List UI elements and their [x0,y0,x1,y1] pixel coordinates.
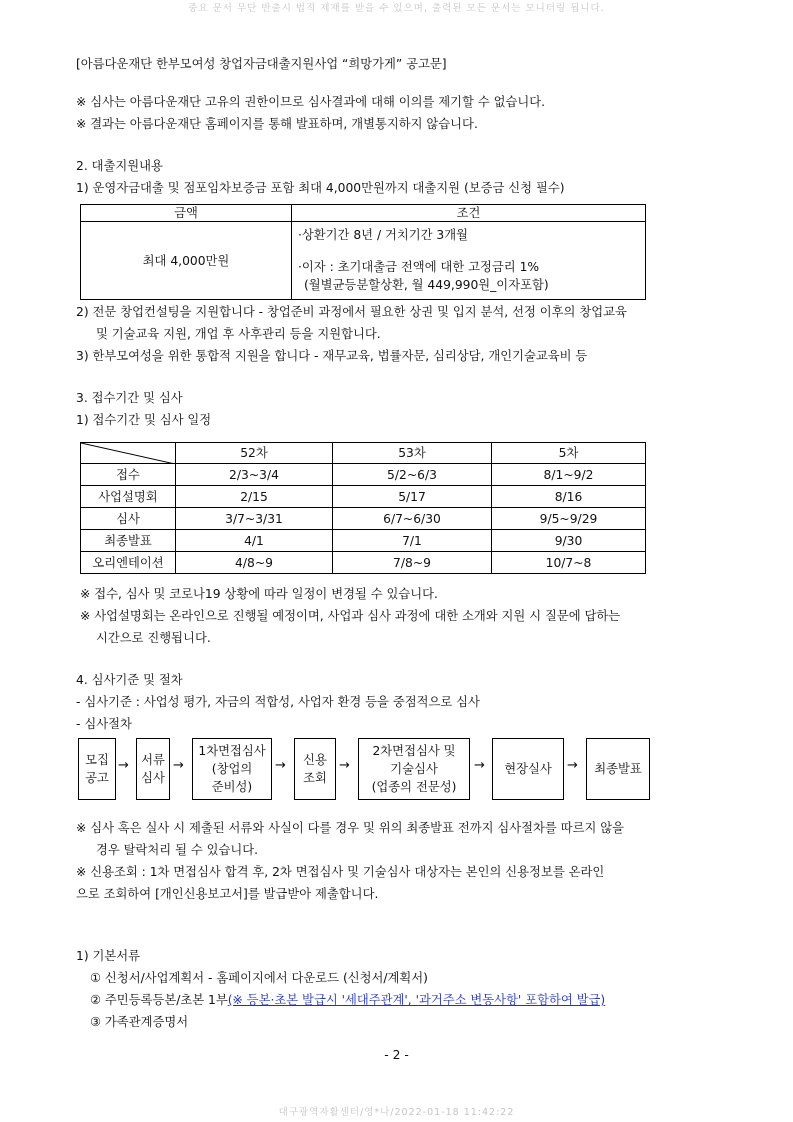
arrow-icon: → [474,758,485,773]
arrow-icon: → [173,758,184,773]
cell: 9/5~9/29 [492,508,646,530]
cell: 7/8~9 [333,552,492,574]
section3-note1: ※ 접수, 심사 및 코로나19 상황에 따라 일정이 변경될 수 있습니다. [80,587,438,601]
cond-line-3: (월별균등분할상환, 월 449,990원_이자포함) [304,278,549,292]
section4-criteria: - 심사기준 : 사업성 평가, 자금의 적합성, 사업자 환경 등을 중점적으로 심사 [76,695,480,709]
cell: 10/7~8 [492,552,646,574]
cell: 7/1 [333,530,492,552]
cell: 4/1 [176,530,333,552]
amount-cell: 최대 4,000만원 [81,222,292,300]
loan-table [80,204,646,300]
schedule-corner [81,443,176,464]
schedule-table [80,442,646,574]
col-header: 53차 [333,443,492,464]
arrow-icon: → [567,758,578,773]
section3-item1: 1) 접수기간 및 심사 일정 [76,413,212,427]
cell: 9/30 [492,530,646,552]
arrow-icon: → [275,758,286,773]
docs-item2-link[interactable]: (※ 등본·초본 발급시 '세대주관계', '과거주소 변동사항' 포함하여 발급) [227,993,606,1007]
section2-item2-line1: 2) 전문 창업컨설팅을 지원합니다 - 창업준비 과정에서 필요한 상권 및 입지 분석, 선정 이후의 창업교육 [76,305,627,319]
docs-item3: ③ 가족관계증명서 [90,1015,189,1029]
note-top-1: ※ 심사는 아름다운재단 고유의 권한이므로 심사결과에 대해 이의를 제기할 수 없습니다. [76,95,546,109]
arrow-icon: → [118,758,129,773]
section3-note2-line1: ※ 사업설명회는 온라인으로 진행될 예정이며, 사업과 심사 과정에 대한 소개와 지원 시 질문에 답하는 [80,609,621,623]
table-row [81,486,646,508]
header-amount: 금액 [81,205,292,222]
section2-item3: 3) 한부모여성을 위한 통합적 지원을 합니다 - 재무교육, 법률자문, 심리상담, 개인기술교육비 등 [76,349,588,363]
table-row [81,508,646,530]
col-header: 52차 [176,443,333,464]
flow-step-second-interview: 2차면접심사 및 기술심사 (업종의 전문성) [358,738,470,800]
section4-note2-line1: ※ 신용조회 : 1차 면접심사 합격 후, 2차 면접심사 및 기술심사 대상자는 본인의 신용정보를 온라인 [76,865,605,879]
condition-cell [292,222,646,300]
cell: 4/8~9 [176,552,333,574]
section3-heading: 3. 접수기간 및 심사 [76,391,183,405]
diagonal-line [81,443,175,464]
row-label: 심사 [81,508,176,530]
cell: 5/17 [333,486,492,508]
cell: 8/1~9/2 [492,464,646,486]
row-label: 사업설명회 [81,486,176,508]
flow-step-site-visit: 현장실사 [492,738,564,800]
section4-note1-line1: ※ 심사 혹은 실사 시 제출된 서류와 사실이 다를 경우 및 위의 최종발표 전까지 심사절차를 따르지 않을 [76,821,624,835]
flow-step-credit-check: 신용 조회 [294,738,336,800]
col-header: 5차 [492,443,646,464]
watermark-top: 중요 문서 무단 반출시 법적 제재를 받을 수 있으며, 출력된 모든 문서는 모니터링 됩니다. [188,3,605,14]
arrow-icon: → [339,758,350,773]
flow-step-document-review: 서류 심사 [136,738,170,800]
header-condition: 조건 [292,205,646,222]
section2-heading: 2. 대출지원내용 [76,159,163,173]
cell: 2/15 [176,486,333,508]
doc-title: [아름다운재단 한부모여성 창업자금대출지원사업 “희망가게” 공고문] [76,57,447,71]
cond-line-1: ·상환기간 8년 / 거치기간 3개월 [298,228,469,242]
docs-heading: 1) 기본서류 [76,949,141,963]
section4-procedure-label: - 심사절차 [76,717,132,731]
section3-note2-line2: 시간으로 진행됩니다. [96,631,211,645]
cell: 3/7~3/31 [176,508,333,530]
flow-step-recruit: 모집 공고 [78,738,116,800]
note-top-2: ※ 결과는 아름다운재단 홈페이지를 통해 발표하며, 개별통지하지 않습니다. [76,117,478,131]
cell: 6/7~6/30 [333,508,492,530]
section2-item2-line2: 및 기술교육 지원, 개업 후 사후관리 등을 지원합니다. [96,327,381,341]
flow-step-final-announcement: 최종발표 [586,738,650,800]
cell: 8/16 [492,486,646,508]
table-row [81,530,646,552]
section4-heading: 4. 심사기준 및 절차 [76,673,183,687]
flow-step-first-interview: 1차면접심사 (창업의 준비성) [192,738,272,800]
table-row [81,464,646,486]
section2-item1: 1) 운영자금대출 및 점포임차보증금 포함 최대 4,000만원까지 대출지원 (보증금 신청 필수) [76,181,565,195]
page-number: - 2 - [384,1048,409,1062]
row-label: 접수 [81,464,176,486]
row-label: 최종발표 [81,530,176,552]
docs-item2-prefix: ② 주민등록등본/초본 1부 [90,993,228,1007]
cell: 2/3~3/4 [176,464,333,486]
docs-item2 [90,992,605,1008]
table-row [81,552,646,574]
watermark-bottom: 대구광역자활센터/영*나/2022-01-18 11:42:22 [278,1107,515,1118]
docs-item1: ① 신청서/사업계획서 - 홈페이지에서 다운로드 (신청서/계획서) [90,971,428,985]
cond-line-2: ·이자 : 초기대출금 전액에 대한 고정금리 1% [298,260,540,274]
cell: 5/2~6/3 [333,464,492,486]
section4-note1-line2: 경우 탈락처리 될 수 있습니다. [96,843,259,857]
row-label: 오리엔테이션 [81,552,176,574]
section4-note2-line2: 으로 조회하여 [개인신용보고서]를 발급받아 제출합니다. [76,887,379,901]
